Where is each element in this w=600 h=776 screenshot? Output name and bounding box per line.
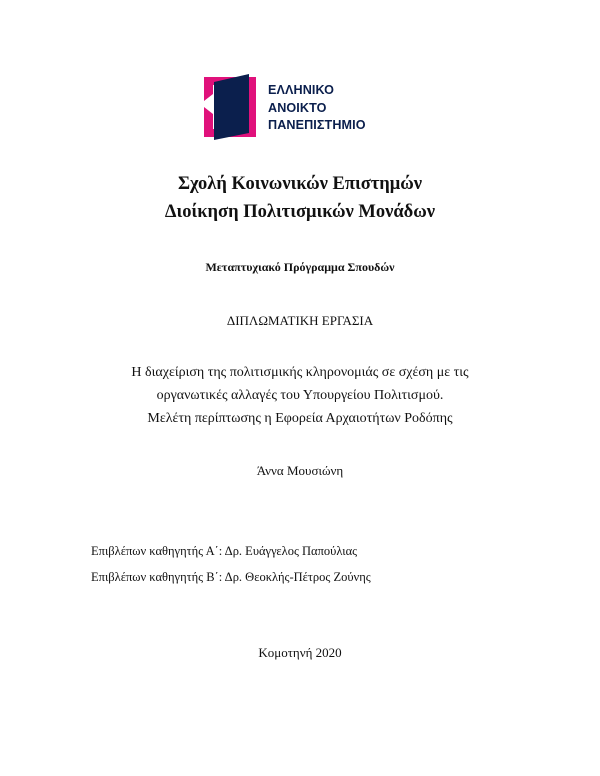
- thesis-title-line2: οργανωτικές αλλαγές του Υπουργείου Πολιτισμού.: [156, 388, 444, 403]
- department-name: Διοίκηση Πολιτισμικών Μονάδων: [164, 202, 436, 222]
- university-name-line3: ΠΑΝΕΠΙΣΤΗΜΙΟ: [268, 118, 366, 132]
- supervisor-a: Επιβλέπων καθηγητής Α΄: Δρ. Ευάγγελος Παπούλιας: [91, 544, 358, 558]
- school-name: Σχολή Κοινωνικών Επιστημών: [177, 174, 423, 194]
- thesis-title-line1: Η διαχείριση της πολιτισμικής κληρονομιάς σε σχέση με τις: [131, 365, 469, 380]
- author-name: Άννα Μουσιώνη: [256, 463, 344, 478]
- logo-navy-page: [214, 74, 249, 140]
- thesis-title: [0, 361, 600, 430]
- university-name-line2: ΑΝΟΙΚΤΟ: [268, 100, 327, 115]
- university-name-line1: ΕΛΛΗΝΙΚΟ: [268, 83, 335, 97]
- program-name: Μεταπτυχιακό Πρόγραμμα Σπουδών: [205, 260, 395, 274]
- school-heading: [0, 170, 600, 226]
- city-year: Κομοτηνή 2020: [258, 645, 342, 660]
- thesis-type: ΔΙΠΛΩΜΑΤΙΚΗ ΕΡΓΑΣΙΑ: [226, 313, 374, 328]
- university-name: [268, 82, 366, 135]
- supervisor-b: Επιβλέπων καθηγητής Β΄: Δρ. Θεοκλής-Πέτρος Ζούνης: [91, 570, 371, 584]
- thesis-title-line3: Μελέτη περίπτωσης η Εφορεία Αρχαιοτήτων Ροδόπης: [147, 411, 453, 426]
